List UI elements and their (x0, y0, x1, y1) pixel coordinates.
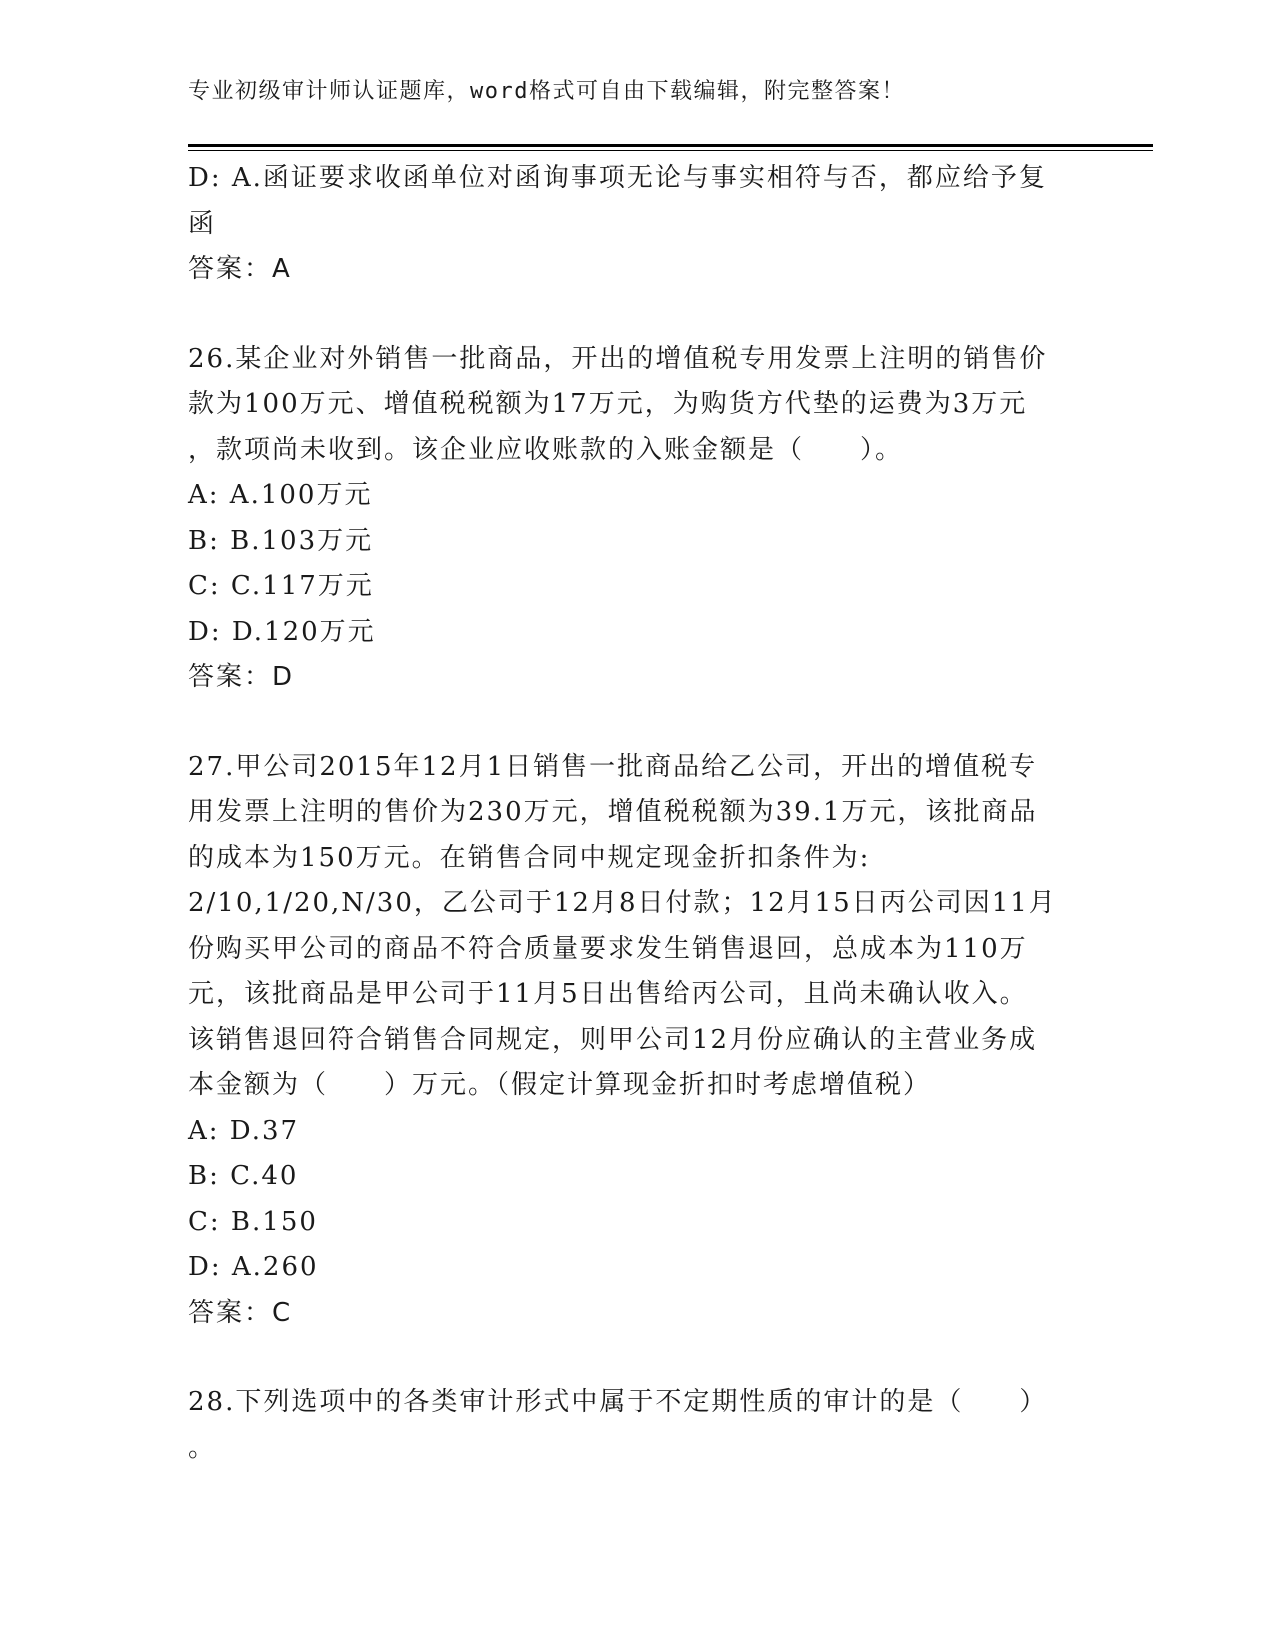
question-text-line: 2/10,1/20,N/30，乙公司于12月8日付款；12月15日丙公司因11月 (188, 888, 1057, 918)
answer: 答案：C (188, 1297, 293, 1328)
question-text-line: 元，该批商品是甲公司于11月5日出售给丙公司，且尚未确认收入。 (188, 979, 1028, 1009)
question-27 (188, 745, 1088, 1337)
question-text-line: 份购买甲公司的商品不符合质量要求发生销售退回，总成本为110万 (188, 933, 1028, 964)
answer: 答案：D (188, 662, 295, 692)
question-text-line: 的成本为150万元。在销售合同中规定现金折扣条件为: (188, 842, 871, 873)
option-line: D: A.函证要求收函单位对函询事项无论与事实相符与否，都应给予复 (188, 163, 1047, 193)
prev-question-answer: 答案：A (188, 254, 292, 284)
header-rule-thin (188, 150, 1153, 151)
question-28 (188, 1380, 1088, 1471)
option-c: C: B.150 (188, 1206, 318, 1237)
page-header: 专业初级审计师认证题库，word格式可自由下载编辑，附完整答案！ (188, 79, 905, 104)
option-b: B: C.40 (188, 1161, 299, 1191)
option-c: C: C.117万元 (188, 571, 374, 601)
question-text-line: ，款项尚未收到。该企业应收账款的入账金额是（ ）。 (188, 434, 904, 465)
option-line: 函 (188, 208, 217, 239)
spacer (188, 701, 1088, 745)
option-a: A: D.37 (188, 1115, 300, 1146)
question-text-line: 本金额为（ ）万元。（假定计算现金折扣时考虑增值税） (188, 1070, 932, 1100)
option-d: D: D.120万元 (188, 616, 376, 647)
question-text-line: 28.下列选项中的各类审计形式中属于不定期性质的审计的是（ ） (188, 1387, 1048, 1417)
option-b: B: B.103万元 (188, 525, 374, 556)
header-rule-thick (188, 144, 1153, 147)
question-text-line: 用发票上注明的售价为230万元，增值税税额为39.1万元，该批商品 (188, 797, 1038, 827)
question-content (188, 156, 1088, 1471)
question-26 (188, 337, 1088, 701)
option-d: D: A.260 (188, 1252, 319, 1282)
question-text-line: 款为100万元、增值税税额为17万元，为购货方代垫的运费为3万元 (188, 389, 1028, 419)
question-text-line: 26.某企业对外销售一批商品，开出的增值税专用发票上注明的销售价 (188, 343, 1048, 374)
question-text-line: 。 (188, 1432, 217, 1463)
spacer (188, 293, 1088, 337)
question-text-line: 27.甲公司2015年12月1日销售一批商品给乙公司，开出的增值税专 (188, 751, 1038, 782)
option-a: A: A.100万元 (188, 480, 373, 510)
spacer (188, 1336, 1088, 1380)
prev-question-option-d (188, 156, 1088, 247)
question-text-line: 该销售退回符合销售合同规定，则甲公司12月份应确认的主营业务成 (188, 1024, 1038, 1055)
